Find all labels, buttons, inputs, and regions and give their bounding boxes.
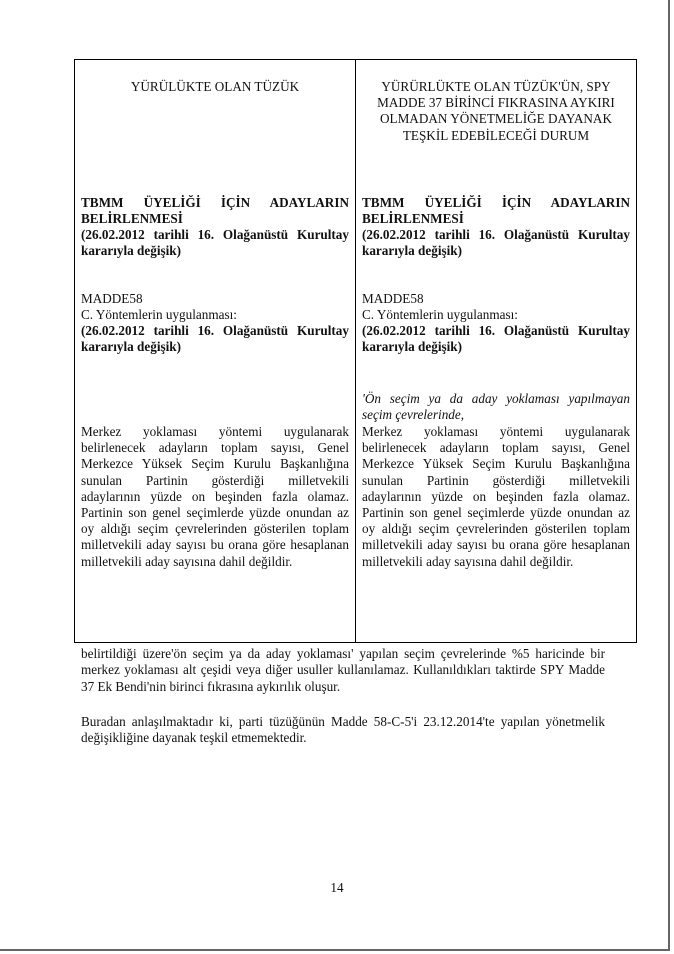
- left-article-sub: C. Yöntemlerin uygulanması:: [81, 307, 237, 322]
- right-section-title: TBMM ÜYELİĞİ İÇİN ADAYLARIN BELİRLENMESİ: [362, 195, 630, 227]
- left-section-note: (26.02.2012 tarihli 16. Olağanüstü Kurultay kararıyla değişik): [81, 227, 349, 259]
- right-article: MADDE58: [362, 291, 424, 306]
- left-article-note: (26.02.2012 tarihli 16. Olağanüstü Kurultay kararıyla değişik): [81, 323, 349, 355]
- right-italic-lead: 'Ön seçim ya da aday yoklaması yapılmayan seçim çevrelerinde,: [362, 391, 630, 423]
- paragraph-1: belirtildiği üzere'ön seçim ya da aday yoklaması' yapılan seçim çevrelerinde %5 haricinde bir merkez yoklaması alt çeşidi veya diğer usuller kullanılamaz. Kullanıldıkları taktirde SPY Madde 37 Ek Bendi'nin birinci fıkrasına aykırılık oluşur.: [81, 646, 605, 694]
- right-header: YÜRÜRLÜKTE OLAN TÜZÜK'ÜN, SPY MADDE 37 BİRİNCİ FIKRASINA AYKIRI OLMADAN YÖNETMELİĞE DAYANAK TEŞKİL EDEBİLECEĞİ DURUM: [377, 79, 615, 143]
- page-number: 14: [330, 880, 344, 895]
- left-column: [75, 60, 356, 643]
- right-body: Merkez yoklaması yöntemi uygulanarak belirlenecek adayların toplam sayısı, Genel Merkezce Yüksek Seçim Kurulu Başkanlığına sunulan Partinin gösterdiği milletvekili adaylarının yüzde on beşinden fazla olamaz. Partinin son genel seçimlerde yüzde onundan az oy aldığı seçim çevrelerinden gösterilen toplam milletvekili aday sayısı bu orana göre hesaplanan milletvekili aday sayısına dahil değildir.: [362, 424, 630, 569]
- left-article: MADDE58: [81, 291, 143, 306]
- paragraph-2: Buradan anlaşılmaktadır ki, parti tüzüğünün Madde 58-C-5'i 23.12.2014'te yapılan yönetmelik değişikliğine dayanak teşkil etmemektedir.: [81, 714, 605, 746]
- right-section-note: (26.02.2012 tarihli 16. Olağanüstü Kurultay kararıyla değişik): [362, 227, 630, 259]
- left-header: YÜRÜLÜKTE OLAN TÜZÜK: [130, 79, 300, 94]
- comparison-table: [74, 59, 637, 643]
- right-column: [356, 60, 637, 643]
- left-section-title: TBMM ÜYELİĞİ İÇİN ADAYLARIN BELİRLENMESİ: [81, 195, 349, 227]
- right-article-note: (26.02.2012 tarihli 16. Olağanüstü Kurultay kararıyla değişik): [362, 323, 630, 355]
- right-article-sub: C. Yöntemlerin uygulanması:: [362, 307, 518, 322]
- left-body: Merkez yoklaması yöntemi uygulanarak belirlenecek adayların toplam sayısı, Genel Merkezce Yüksek Seçim Kurulu Başkanlığına sunulan Partinin gösterdiği milletvekili adaylarının yüzde on beşinden fazla olamaz. Partinin son genel seçimlerde yüzde onundan az oy aldığı seçim çevrelerinden gösterilen toplam milletvekili aday sayısı bu orana göre hesaplanan milletvekili aday sayısına dahil değildir.: [81, 424, 349, 569]
